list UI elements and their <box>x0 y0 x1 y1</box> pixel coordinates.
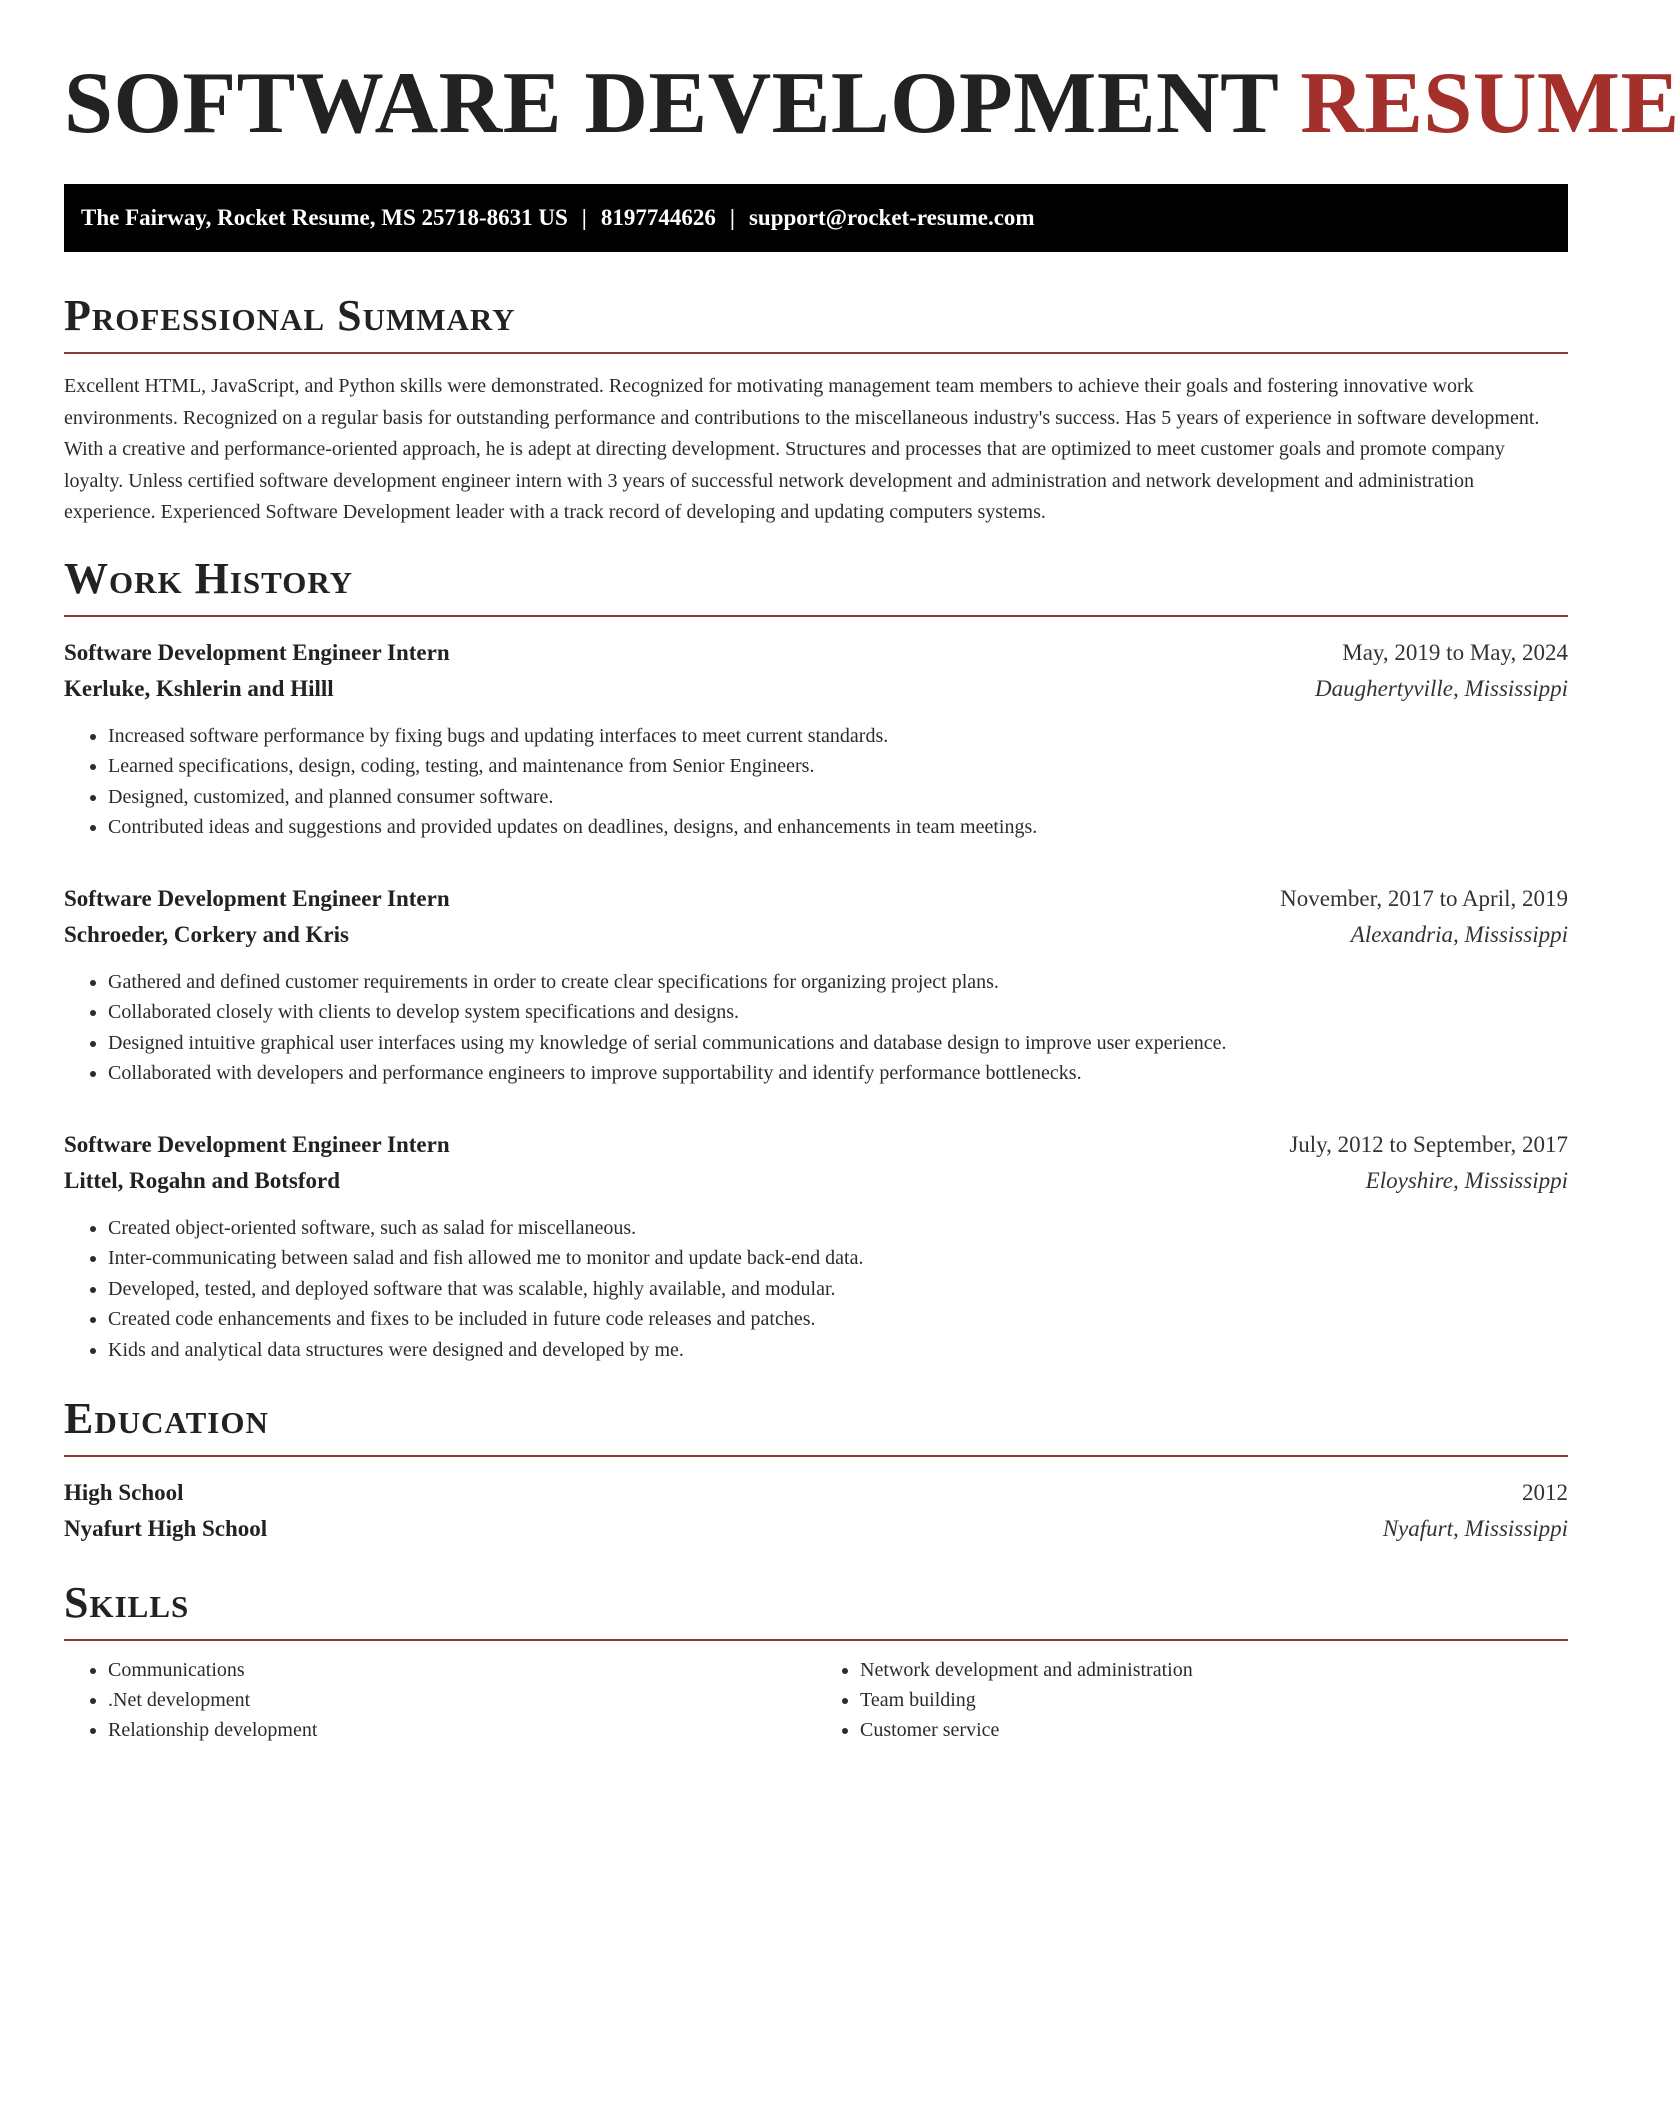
job-title: Software Development Engineer Intern <box>64 885 450 911</box>
resume-title-main: SOFTWARE DEVELOPMENT <box>64 55 1278 152</box>
skill-item: • Team building <box>860 1685 1568 1715</box>
job-bullet: • Created object-oriented software, such as salad for miscellaneous. <box>108 1213 1568 1244</box>
work-history-section <box>64 553 1568 1366</box>
skills-column-right <box>816 1655 1568 1745</box>
section-heading-work: Work History <box>64 553 354 603</box>
job-bullet: • Increased software performance by fixing bugs and updating interfaces to meet current standards. <box>108 721 1568 752</box>
skill-item: • Relationship development <box>108 1715 816 1745</box>
education-degree: High School <box>64 1480 184 1505</box>
contact-separator: | <box>581 205 587 230</box>
job-entry <box>64 881 1568 1089</box>
education-section <box>64 1393 1568 1547</box>
job-location: Alexandria, Mississippi <box>1350 921 1568 947</box>
education-school: Nyafurt High School <box>64 1516 268 1541</box>
job-bullets <box>64 967 1568 1089</box>
job-bullet: • Collaborated closely with clients to develop system specifications and designs. <box>108 997 1568 1028</box>
contact-bar <box>64 184 1568 252</box>
skill-item: • .Net development <box>108 1685 816 1715</box>
section-divider <box>64 352 1568 354</box>
section-heading-education: Education <box>64 1394 269 1443</box>
summary-text: Excellent HTML, JavaScript, and Python skills were demonstrated. Recognized for motivating management team members to achieve their goals and fostering innovative work environments. Recognized on a regular basis for outstanding performance and contributions to the miscellaneous industry's success. Has 5 years of experience in software development. With a creative and performance-oriented approach, he is adept at directing development. Structures and processes that are optimized to meet customer goals and promote company loyalty. Unless certified software development engineer intern with 3 years of successful network development and administration and network development and administration experience. Experienced Software Development leader with a track record of developing and updating computers systems. <box>64 375 1540 523</box>
section-heading-skills: Skills <box>64 1578 190 1627</box>
resume-title <box>64 0 1680 152</box>
job-bullet: • Designed intuitive graphical user interfaces using my knowledge of serial communications and database design to improve user experience. <box>108 1028 1568 1059</box>
job-company: Kerluke, Kshlerin and Hilll <box>64 675 334 701</box>
contact-phone: 8197744626 <box>600 205 716 230</box>
job-dates: November, 2017 to April, 2019 <box>1280 885 1568 911</box>
resume-title-accent: RESUME <box>1300 55 1680 152</box>
contact-email: support@rocket-resume.com <box>748 205 1035 230</box>
education-entry <box>64 1475 1568 1547</box>
contact-address: The Fairway, Rocket Resume, MS 25718-8631 US <box>81 205 568 230</box>
skill-item: • Customer service <box>860 1715 1568 1745</box>
job-entry <box>64 635 1568 843</box>
section-divider <box>64 1455 1568 1457</box>
job-bullet: • Inter-communicating between salad and fish allowed me to monitor and update back-end data. <box>108 1243 1568 1274</box>
skill-item: • Communications <box>108 1655 816 1685</box>
education-year: 2012 <box>1522 1480 1568 1505</box>
job-bullet: • Collaborated with developers and performance engineers to improve supportability and identify performance bottlenecks. <box>108 1058 1568 1089</box>
job-company: Littel, Rogahn and Botsford <box>64 1167 341 1193</box>
section-divider <box>64 615 1568 617</box>
education-location: Nyafurt, Mississippi <box>1382 1516 1568 1541</box>
job-bullets <box>64 1213 1568 1366</box>
section-divider <box>64 1639 1568 1641</box>
job-bullet: • Contributed ideas and suggestions and provided updates on deadlines, designs, and enhancements in team meetings. <box>108 812 1568 843</box>
job-dates: July, 2012 to September, 2017 <box>1289 1131 1568 1157</box>
job-bullet: • Gathered and defined customer requirements in order to create clear specifications for organizing project plans. <box>108 967 1568 998</box>
contact-separator: | <box>729 205 735 230</box>
skills-column-left <box>64 1655 816 1745</box>
job-dates: May, 2019 to May, 2024 <box>1342 639 1568 665</box>
job-entry <box>64 1127 1568 1366</box>
job-bullet: • Kids and analytical data structures were designed and developed by me. <box>108 1335 1568 1366</box>
section-heading-summary: Professional Summary <box>64 291 516 340</box>
job-bullets <box>64 721 1568 843</box>
job-bullet: • Developed, tested, and deployed software that was scalable, highly available, and modular. <box>108 1274 1568 1305</box>
job-company: Schroeder, Corkery and Kris <box>64 921 349 947</box>
job-bullet: • Designed, customized, and planned consumer software. <box>108 782 1568 813</box>
job-location: Daughertyville, Mississippi <box>1315 675 1568 701</box>
skills-section <box>64 1577 1568 1745</box>
job-title: Software Development Engineer Intern <box>64 1131 450 1157</box>
professional-summary-section <box>64 290 1568 529</box>
skills-grid <box>64 1655 1568 1745</box>
job-title: Software Development Engineer Intern <box>64 639 450 665</box>
job-bullet: • Created code enhancements and fixes to be included in future code releases and patches. <box>108 1304 1568 1335</box>
skill-item: • Network development and administration <box>860 1655 1568 1685</box>
job-location: Eloyshire, Mississippi <box>1365 1167 1568 1193</box>
job-bullet: • Learned specifications, design, coding, testing, and maintenance from Senior Engineers. <box>108 751 1568 782</box>
